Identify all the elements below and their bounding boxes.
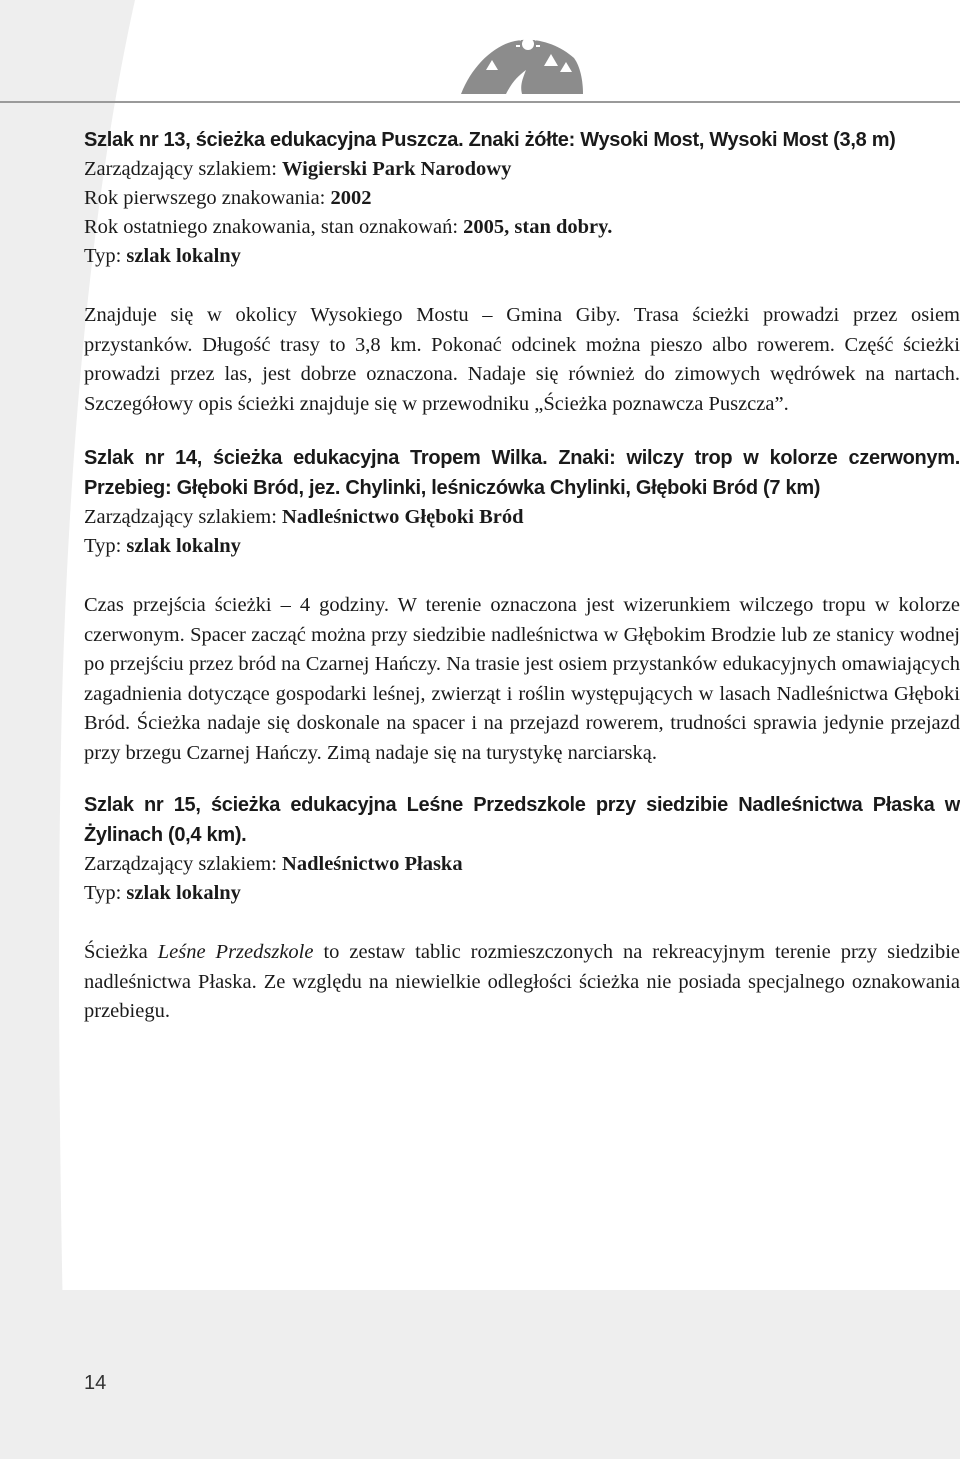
type-line: Typ: szlak lokalny (84, 245, 241, 267)
park-logo-icon (456, 28, 586, 98)
header-rule (0, 101, 960, 103)
trail-section-14 (84, 443, 960, 768)
manager-line: Zarządzający szlakiem: Nadleśnictwo Płaska (84, 853, 463, 875)
trail-heading: Szlak nr 14, ścieżka edukacyjna Tropem Wilka. Znaki: wilczy trop w kolorze czerwonym. Przebieg: Głęboki Bród, jez. Chylinki, leśniczówka Chylinki, Głęboki Bród (7 km) (84, 447, 960, 499)
trail-description: Czas przejścia ścieżki – 4 godziny. W terenie oznaczona jest wizerunkiem wilczego tropu w kolorze czerwonym. Spacer zacząć można przy siedzibie nadleśnictwa w Głębokim Brodzie lub ze stanicy wodnej po przejściu przez bród na Czarnej Hańczy. Na trasie jest osiem przystanków edukacyjnych omawiających zagadnienia dotyczące gospodarki leśnej, zwierząt i roślin występujących w lasach Nadleśnictwa Głęboki Bród. Ścieżka nadaje się doskonale na spacer i na przejazd rowerem, trudności sprawia jedynie przejazd przy brzegu Czarnej Hańczy. Zimą nadaje się na turystykę narciarską. (84, 594, 960, 764)
trail-description: Znajduje się w okolicy Wysokiego Mostu – Gmina Giby. Trasa ścieżki prowadzi przez osiem przystanków. Długość trasy to 3,8 km. Pokonać odcinek można pieszo albo rowerem. Część ścieżki prowadzi przez las, jest dobrze oznaczona. Nadaje się również do zimowych wędrówek na nartach. Szczegółowy opis ścieżki znajduje się w przewodniku „Ścieżka poznawcza Puszcza”. (84, 304, 960, 415)
page-content (84, 125, 960, 1051)
manager-line: Zarządzający szlakiem: Wigierski Park Narodowy (84, 158, 512, 180)
trail-description: Ścieżka Leśne Przedszkole to zestaw tablic rozmieszczonych na rekreacyjnym terenie przy siedzibie nadleśnictwa Płaska. Ze względu na niewielkie odległości ścieżka nie posiada specjalnego oznakowania przebiegu. (84, 941, 960, 1022)
last-marking-line: Rok ostatniego znakowania, stan oznakowań: 2005, stan dobry. (84, 216, 613, 238)
type-line: Typ: szlak lokalny (84, 882, 241, 904)
page-number: 14 (84, 1372, 107, 1394)
manager-line: Zarządzający szlakiem: Nadleśnictwo Głęboki Bród (84, 506, 524, 528)
trail-heading: Szlak nr 15, ścieżka edukacyjna Leśne Przedszkole przy siedzibie Nadleśnictwa Płaska w Żylinach (0,4 km). (84, 794, 960, 846)
trail-section-15 (84, 790, 960, 1027)
type-line: Typ: szlak lokalny (84, 535, 241, 557)
first-marking-line: Rok pierwszego znakowania: 2002 (84, 187, 372, 209)
trail-heading: Szlak nr 13, ścieżka edukacyjna Puszcza. Znaki żółte: Wysoki Most, Wysoki Most (3,8 m) (84, 129, 896, 151)
trail-section-13 (84, 125, 960, 419)
